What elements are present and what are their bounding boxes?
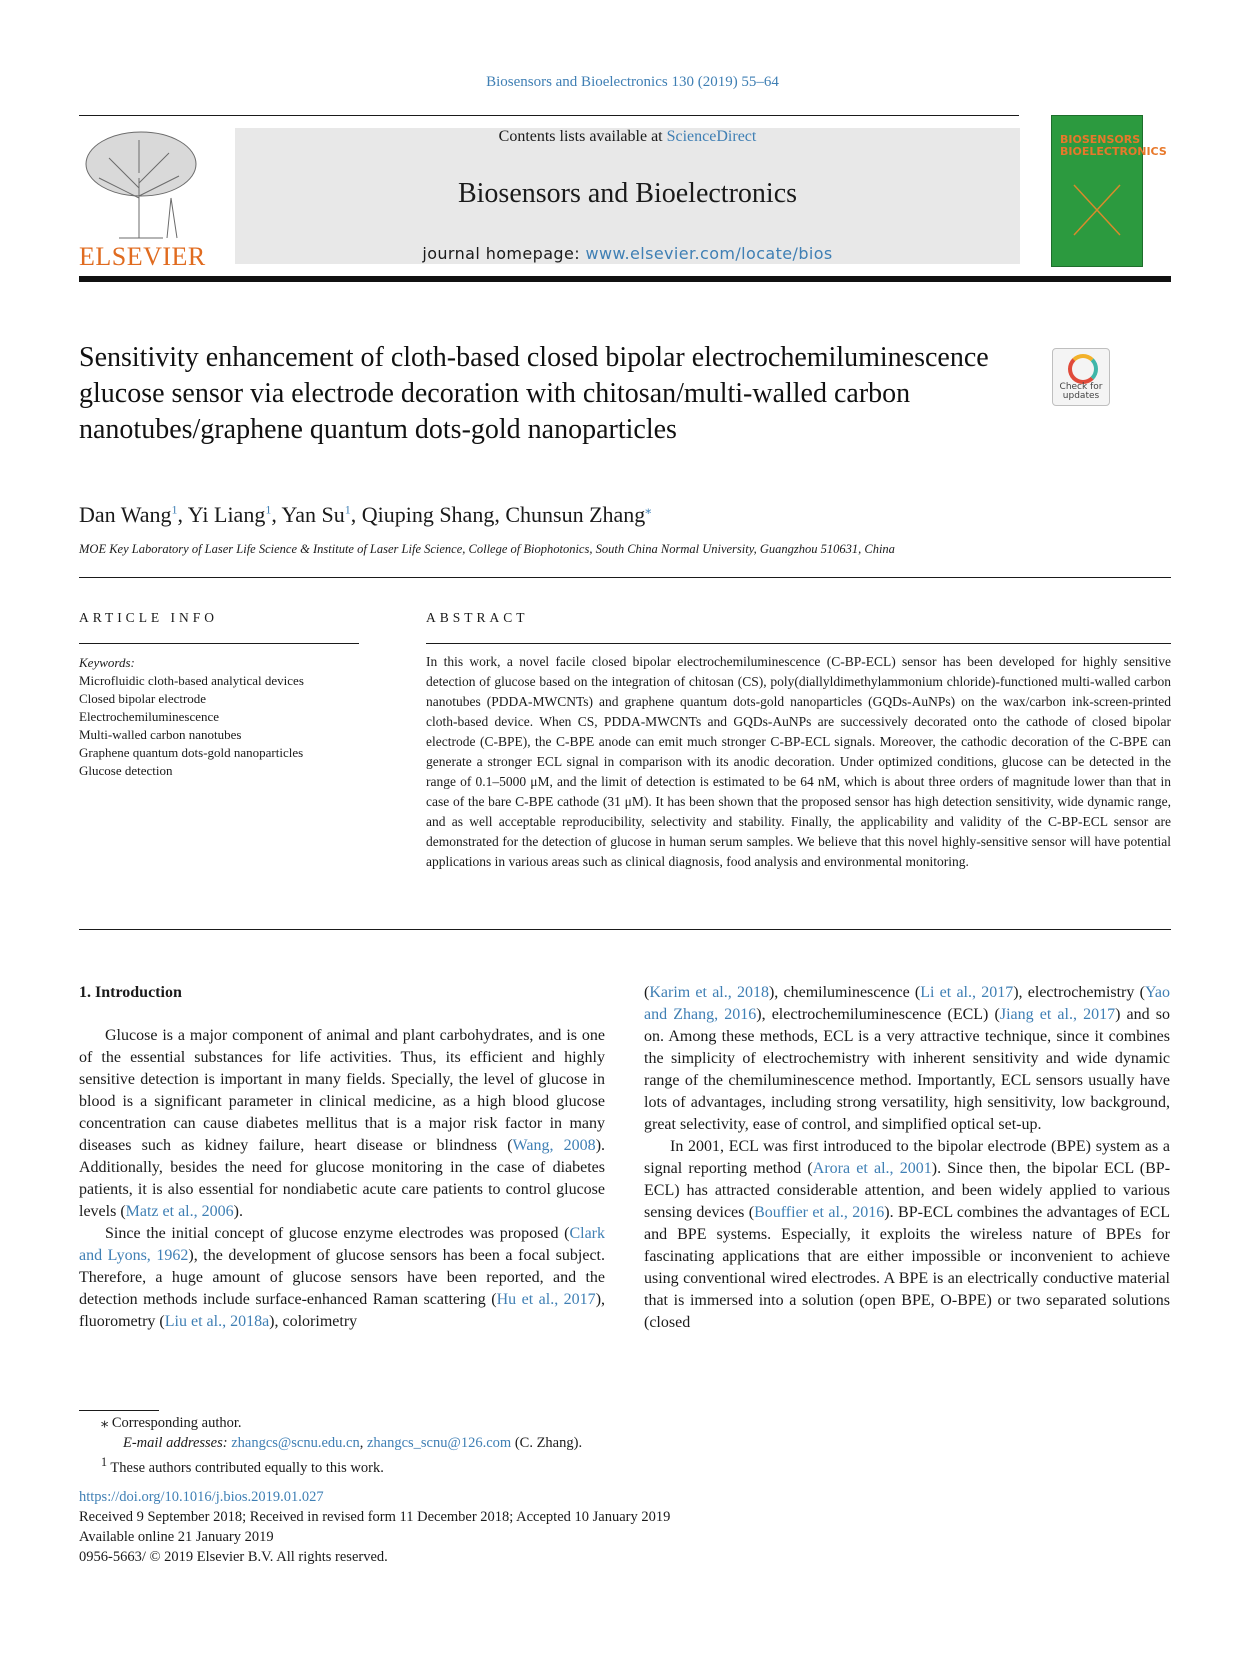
body-text: ). Additionally, besides the need for glucose monitoring in the case of diabetes patients, it is also essential for nondiabetic acute care patients to control glucose levels ( (79, 1137, 606, 1220)
body-paragraph (644, 982, 1170, 1136)
citation-link[interactable]: Jiang et al., 2017 (999, 1006, 1116, 1023)
elsevier-wordmark: ELSEVIER (79, 242, 206, 271)
citation-link[interactable]: Bouffier et al., 2016 (754, 1204, 885, 1221)
body-text: Since the initial concept of glucose enzyme electrodes was proposed ( (105, 1225, 570, 1242)
citation-link[interactable]: Arora et al., 2001 (812, 1160, 932, 1177)
body-text: ). BP-ECL combines the advantages of ECL and BPE systems. Especially, it exploits the wireless nature of BPEs for fascinating applications that are either impossible or inconvenient to achieve using conventional wired electrodes. A BPE is an electrically conductive material that is immersed into a solution (open BPE, O-BPE) or two separated solutions (closed (644, 1204, 1171, 1331)
citation-link[interactable]: Li et al., 2017 (920, 984, 1014, 1001)
body-text: ( (644, 984, 650, 1001)
article-title: Sensitivity enhancement of cloth-based closed bipolar electrochemiluminescence glucose sensor via electrode decoration with chitosan/multi-walled carbon nanotubes/graphene quantum dots-gold nanoparticles (79, 342, 989, 445)
citation-link[interactable]: Hu et al., 2017 (496, 1291, 596, 1308)
keyword-item: Glucose detection (79, 763, 173, 778)
affiliation: MOE Key Laboratory of Laser Life Science & Institute of Laser Life Science, College of Biophotonics, South China Normal University, Guangzhou 510631, China (79, 542, 895, 556)
body-paragraph (79, 1025, 605, 1223)
journal-citation-link[interactable]: Biosensors and Bioelectronics 130 (2019) 55–64 (486, 74, 779, 90)
header-rule (79, 115, 1019, 116)
body-column-right (644, 982, 1170, 1334)
keyword-item: Microfluidic cloth-based analytical devices (79, 673, 304, 688)
sciencedirect-link[interactable]: ScienceDirect (666, 128, 757, 145)
received-dates: Received 9 September 2018; Received in revised form 11 December 2018; Accepted 10 January 2019 (79, 1509, 671, 1525)
homepage-prefix: journal homepage: (422, 244, 581, 263)
body-text: ), chemiluminescence ( (768, 984, 921, 1001)
citation-link[interactable]: Wang, 2008 (512, 1137, 596, 1154)
body-text: ), electrochemiluminescence (ECL) ( (756, 1006, 1000, 1023)
copyright: 0956-5663/ © 2019 Elsevier B.V. All rights reserved. (79, 1549, 388, 1565)
body-paragraph (79, 1223, 605, 1333)
keywords-block (79, 654, 369, 780)
divider-rule (79, 577, 1171, 578)
body-paragraph (644, 1136, 1170, 1334)
publication-info (79, 1487, 670, 1567)
doi-link[interactable]: https://doi.org/10.1016/j.bios.2019.01.027 (79, 1489, 324, 1505)
citation-link[interactable]: Matz et al., 2006 (125, 1203, 234, 1220)
author-mark[interactable]: ⁎ (645, 502, 652, 517)
keyword-item: Multi-walled carbon nanotubes (79, 727, 242, 742)
header-thick-rule (79, 276, 1171, 282)
abstract-bottom-rule (79, 929, 1171, 930)
keyword-item: Graphene quantum dots-gold nanoparticles (79, 745, 304, 760)
homepage-link[interactable]: www.elsevier.com/locate/bios (585, 244, 833, 263)
email-link[interactable]: zhangcs@scnu.edu.cn (231, 1434, 360, 1451)
keyword-item: Electrochemiluminescence (79, 709, 220, 724)
body-text: ). Since then, the bipolar ECL (BP-ECL) has attracted considerable attention, and been widely applied to various sensing devices ( (644, 1160, 1171, 1221)
article-info-heading: ARTICLE INFO (79, 610, 219, 625)
author-list: Dan Wang$^1$, Yi Liang$^1$, Yan Su$^1$, Qiuping Shang, Chunsun Zhang⁎ (79, 502, 652, 527)
email-label: E-mail addresses: (123, 1434, 228, 1451)
author-mark[interactable]: 1 (265, 502, 272, 517)
crossmark-label: Check for updates (1059, 382, 1103, 401)
citation-link[interactable]: Karim et al., 2018 (649, 984, 769, 1001)
body-text: ), fluorometry ( (79, 1291, 606, 1330)
contents-prefix: Contents lists available at (498, 128, 663, 145)
available-online: Available online 21 January 2019 (79, 1529, 274, 1545)
body-text: In 2001, ECL was first introduced to the bipolar electrode (BPE) system as a signal reporting method ( (644, 1138, 1170, 1177)
equal-contribution-text: These authors contributed equally to this work. (110, 1459, 384, 1476)
author-name: Yi Liang (187, 502, 266, 527)
abstract-rule (426, 643, 1171, 644)
equal-contribution-note (79, 1453, 582, 1478)
homepage-line (235, 244, 1020, 263)
section-heading: 1. Introduction (79, 984, 182, 1001)
email-suffix: (C. Zhang). (514, 1434, 583, 1451)
abstract-text: In this work, a novel facile closed bipolar electrochemiluminescence (C-BP-ECL) sensor has been developed for highly sensitive detection of glucose based on the integration of chitosan (CS), poly(diallyldimethylammonium chloride)-functioned multi-walled carbon nanotubes (PDDA-MWCNTs) and graphene quantum dots-gold nanoparticles (GQDs-AuNPs) on the wax/carbon ink-screen-printed cloth-based device. When CS, PDDA-MWCNTs and GQDs-AuNPs are successively decorated onto the cathode of closed bipolar electrode (C-BPE), the C-BPE anode can emit much stronger C-BP-ECL signals. Moreover, the cathodic decoration of the C-BPE can generate a stronger ECL signal in comparison with its anodic decoration. Under optimized conditions, glucose can be detected in the range of 0.1–5000 μM, and the limit of detection is estimated to be 64 nM, which is about three orders of magnitude lower than that in case of the bare C-BPE cathode (31 μM). It has been shown that the proposed sensor has high detection sensitivity, wide dynamic range, and as well acceptable reproducibility, selectivity and stability. Finally, the applicability and validity of the C-BP-ECL sensor are demonstrated for the detection of glucose in human serum samples. We believe that this novel highly-sensitive sensor will have potential applications in various areas such as clinical diagnosis, food analysis and environmental monitoring. (426, 654, 1171, 869)
author-name: Dan Wang (79, 502, 172, 527)
journal-cover-thumbnail[interactable] (1051, 115, 1167, 267)
body-text: ), electrochemistry ( (1013, 984, 1145, 1001)
citation-link[interactable]: Clark and Lyons, 1962 (79, 1225, 605, 1264)
body-text: ). (233, 1203, 243, 1220)
cover-title: BIOSENSORS BIOELECTRONICS (1060, 133, 1167, 158)
email-line: E-mail addresses: zhangcs@scnu.edu.cn, zhangcs_scnu@126.com (C. Zhang). (79, 1434, 582, 1454)
contents-line (235, 128, 1020, 146)
footnote-rule (79, 1410, 159, 1411)
body-text: ) and so on. Among these methods, ECL is a very attractive technique, since it combines the simplicity of electrochemistry with inherent sensitivity and wide dynamic range of the chemiluminescence method. Importantly, ECL sensors usually have lots of advantages, including strong versatility, high sensitivity, low background, great selectivity, ease of control, and simplified optical set-up. (644, 1006, 1171, 1133)
corresponding-author-note: ⁎ Corresponding author. (101, 1415, 242, 1431)
author-name: Yan Su (281, 502, 345, 527)
body-text: Glucose is a major component of animal and plant carbohydrates, and is one of the essential substances for life activities. Thus, its efficient and highly sensitive detection is important in many fields. Specially, the level of glucose in blood is a significant parameter in clinical medicine, as a high blood glucose concentration can cause diabetes mellitus that is a major risk factor in many diseases such as kidney failure, heart disease or blindness ( (79, 1027, 605, 1154)
footnotes (79, 1414, 582, 1478)
author-mark[interactable]: 1 (344, 502, 351, 517)
author-name: Chunsun Zhang (505, 502, 646, 527)
email-link[interactable]: zhangcs_scnu@126.com (366, 1434, 512, 1451)
journal-name: Biosensors and Bioelectronics (457, 178, 798, 209)
keyword-item: Closed bipolar electrode (79, 691, 207, 706)
citation-link[interactable]: Liu et al., 2018a (164, 1313, 270, 1330)
abstract-heading: ABSTRACT (426, 610, 529, 625)
footnote-mark: 1 (101, 1455, 108, 1469)
body-text: ), colorimetry (269, 1313, 358, 1330)
body-text: ), the development of glucose sensors has been a focal subject. Therefore, a huge amount of glucose sensors have been reported, and the detection methods include surface-enhanced Raman scattering ( (79, 1247, 605, 1308)
crossmark-icon (1068, 354, 1098, 384)
article-info-rule (79, 643, 359, 644)
cover-art-icon (1072, 180, 1122, 240)
body-column-left (79, 982, 605, 1333)
check-for-updates-button[interactable] (1052, 348, 1110, 406)
keywords-label: Keywords: (79, 655, 135, 670)
author-mark[interactable]: 1 (171, 502, 178, 517)
citation-link[interactable]: Yao and Zhang, 2016 (644, 984, 1170, 1023)
author-name: Qiuping Shang (361, 502, 495, 527)
